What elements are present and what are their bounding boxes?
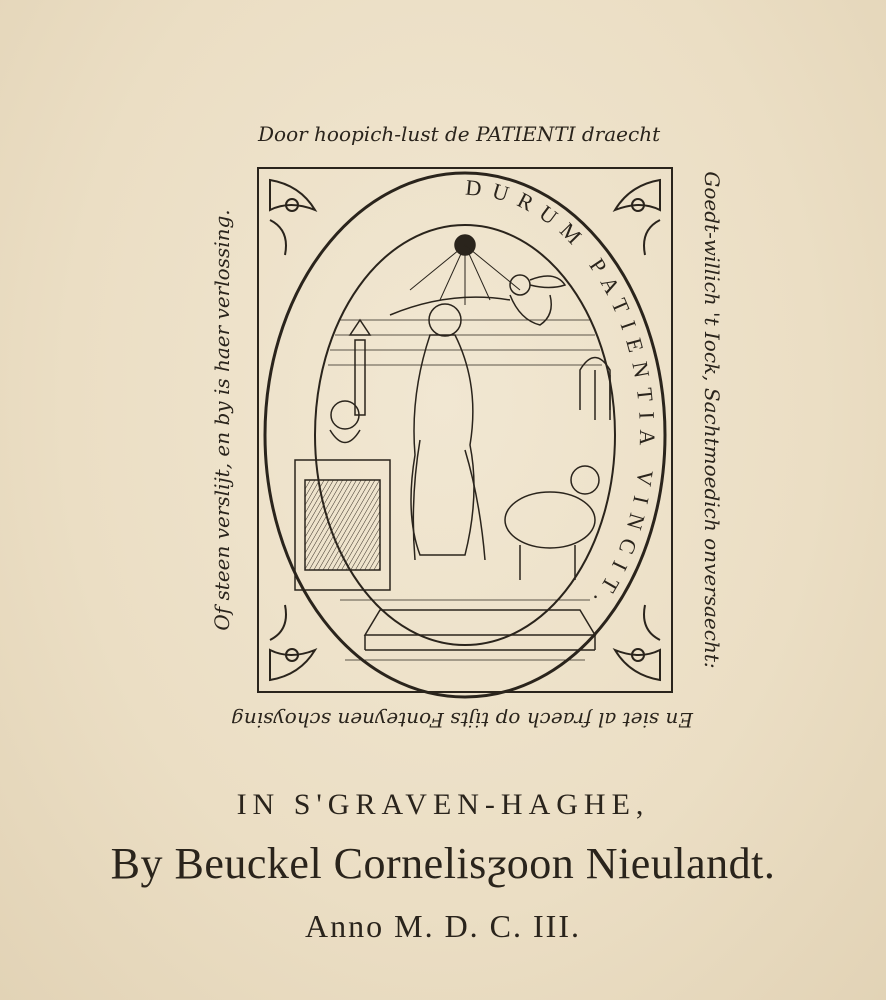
motto-right: Goedt-willich 't Iock, Sachtmoedich onversaecht:	[700, 171, 724, 669]
ruins	[580, 358, 610, 421]
emblem-scene	[295, 235, 610, 660]
ground-hatching	[340, 600, 590, 660]
corner-ornament-bottom-left	[270, 605, 315, 680]
imprint-year: Anno M. D. C. III.	[305, 908, 581, 944]
corner-ornament-top-left	[270, 180, 315, 255]
imprint-city: IN S'GRAVEN-HAGHE,	[236, 788, 650, 821]
imprint-printer: By Beuckel Cornelisƺoon Nieulandt.	[110, 839, 776, 888]
motto-bottom: En siet al fraech op tijts Fonteynen schoysing	[231, 708, 693, 732]
patientia-figure	[411, 304, 485, 560]
sun-rays	[410, 245, 520, 305]
corner-ornament-bottom-right	[615, 605, 660, 680]
motto-top: Door hoopich-lust de PATIENTI draecht	[258, 122, 661, 146]
scroll-banner	[390, 297, 510, 315]
motto-left: Of steen verslijt, en by is haer verlossing.	[210, 209, 234, 631]
printers-device-emblem	[250, 160, 680, 700]
fountain-pedestal	[295, 320, 390, 590]
angel-figure	[510, 275, 565, 325]
emblem-inscription: DURUM PATIENTIA VINCIT.	[464, 174, 661, 619]
corner-ornament-top-right	[615, 180, 660, 255]
